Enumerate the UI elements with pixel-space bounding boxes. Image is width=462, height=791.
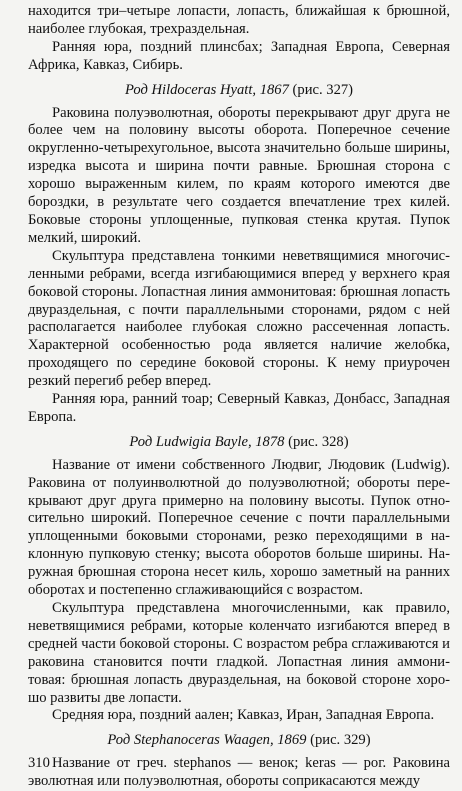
genus-title-ludwigia: Род Ludwigia Bayle, 1878 — [129, 433, 285, 450]
figure-ref-stephanoceras: (рис. 329) — [306, 732, 371, 749]
paragraph-hildoceras-shell: Раковина полуэволютная, обороты перекрывают друг друга не более чем на половину высоты оборота. Поперечное сечение округленно-четырехугольное, высота значительно больше ширины, изредка высота и ширина почти равные. Брюшная сторона с хорошо выраженным килем, по краям которого имеются две бороздки, в результате чего создается впечатление трех килей. Боковые стороны уплощенные, пупковая стенка крутая. Пупок мелкий, широкий. — [28, 104, 450, 246]
paragraph-ludwigia-sculpture: Скульптура представлена многочисленными, как правило, неветвящимися ребрами, которые коленчато изгибаются вперед в средней части боковой стороны. С возрастом ребра сглаживаются и раковина становится почти гладкой. Лопастная линия аммонитовая: брюшная лопасть двураздельная, на боковой стороне хорошо развиты две лопасти. — [28, 600, 450, 706]
paragraph-ludwigia-range: Средняя юра, поздний аален; Кавказ, Иран, Западная Европа. — [52, 707, 435, 724]
page-number: 310 — [28, 755, 50, 771]
genus-heading-ludwigia — [28, 434, 450, 452]
genus-heading-stephanoceras — [28, 732, 450, 750]
figure-ref-ludwigia: (рис. 328) — [284, 433, 349, 450]
figure-ref-hildoceras: (рис. 327) — [288, 81, 354, 98]
paragraph-hildoceras-sculpture: Скульптура представлена тонкими неветвящимися многочисленными ребрами, всегда изгибающимися вперед у верхнего края боковой стороны. Лопастная линия аммонитовая: брюшная лопасть двураздельная, с почти параллельными сторонами, рядом с ней располагается наиболее глубокая сложно рассеченная лопасть. Характерной особенностью рода является наличие желобка, проходящего по середине боковой стороны. К нему приурочен резкий перегиб ребер вперед. — [28, 247, 450, 390]
paragraph-hildoceras-range: Ранняя юра, ранний тоар; Северный Кавказ, Донбасс, Западная Европа. — [28, 391, 450, 425]
genus-heading-hildoceras — [28, 82, 450, 100]
paragraph-ludwigia-shell: Название от имени собственного Людвиг, Людовик (Ludwig). Раковина от полуинволютной до полуэволютной; обороты перекрывают друг друга примерно на половину высоты. Пупок относительно широкий. Поперечное сечение с почти параллельными уплощенными боковыми сторонами, резко переходящими в наклонную пупковую стенку; высота оборотов больше ширины. Наружная брюшная сторона несет киль, хорошо заметный на ранних оборотах и постепенно сглаживающийся с возрастом. — [28, 456, 450, 599]
paragraph-top-range: Ранняя юра, поздний плинсбах; Западная Европа, Северная Африка, Кавказ, Сибирь. — [28, 38, 450, 73]
paragraph-top-continued: находится три–четыре лопасти, лопасть, ближайшая к брюшной, наиболее глубокая, трехраздельная. — [28, 3, 450, 37]
genus-title-hildoceras: Род Hildoceras Hyatt, 1867 — [124, 81, 289, 98]
paragraph-stephanoceras-shell: Название от греч. stephanos — венок; keras — рог. Раковина эволютная или полуэволютная, обороты соприкасаются между — [28, 755, 450, 790]
genus-title-stephanoceras: Род Stephanoceras Waagen, 1869 — [107, 732, 307, 749]
